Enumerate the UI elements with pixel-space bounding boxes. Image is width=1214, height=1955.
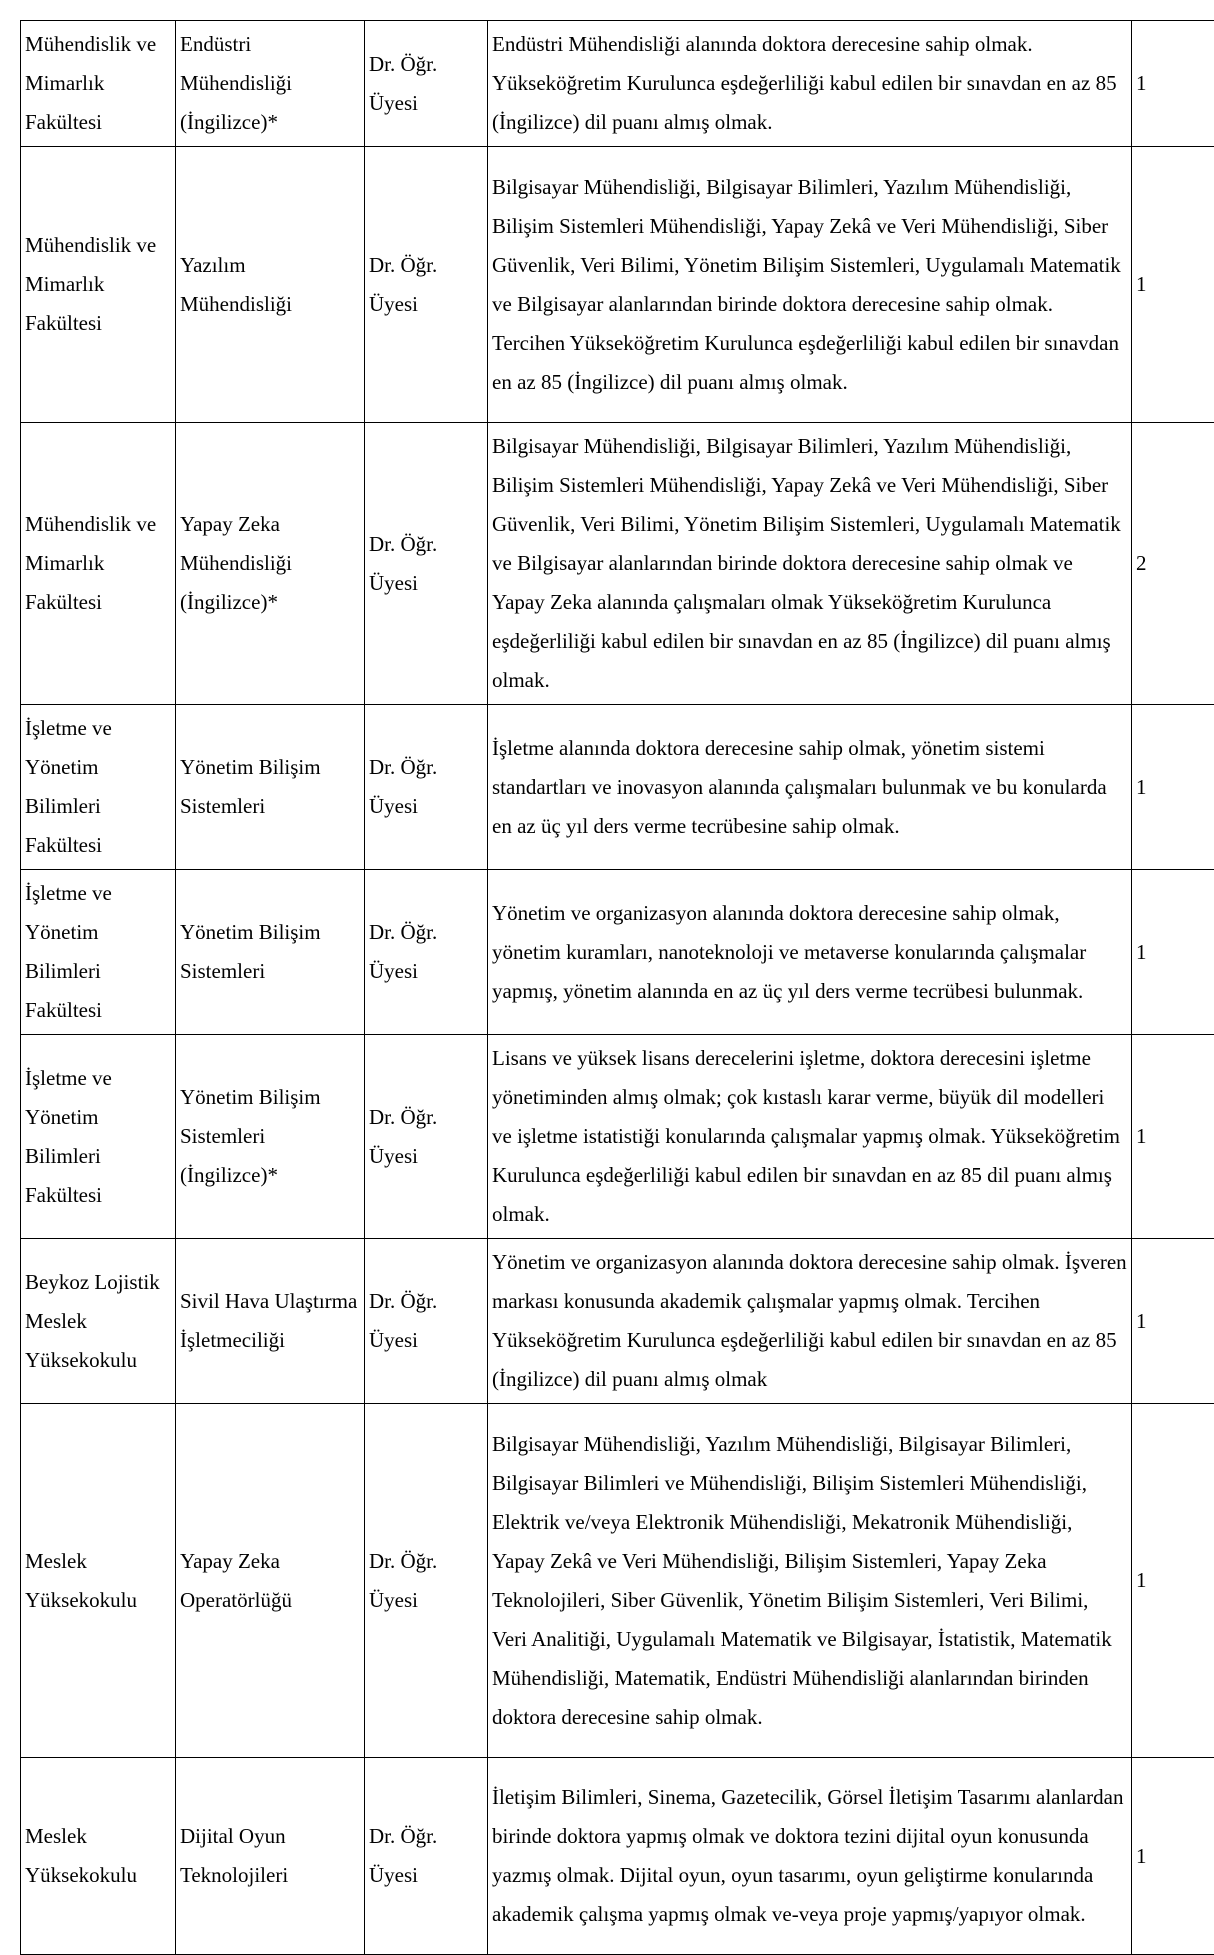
quantity-cell: 1 (1132, 1404, 1214, 1758)
department-cell: Yapay Zeka Operatörlüğü (176, 1404, 365, 1758)
table-row (21, 1404, 1214, 1758)
table-row (21, 870, 1214, 1035)
faculty-cell: Mühendislik ve Mimarlık Fakültesi (21, 147, 176, 423)
table-row (21, 423, 1214, 705)
quantity-cell: 2 (1132, 423, 1214, 705)
quantity-cell: 1 (1132, 147, 1214, 423)
requirements-cell: Yönetim ve organizasyon alanında doktora derecesine sahip olmak, yönetim kuramları, nanoteknoloji ve metaverse konularında çalışmalar yapmış, yönetim alanında en az üç yıl ders verme tecrübesi bulunmak. (488, 870, 1132, 1035)
faculty-cell: Meslek Yüksekokulu (21, 1404, 176, 1758)
quantity-cell: 1 (1132, 21, 1214, 147)
title-cell: Dr. Öğr. Üyesi (365, 1239, 488, 1404)
title-cell: Dr. Öğr. Üyesi (365, 1404, 488, 1758)
positions-table (20, 20, 1214, 1955)
requirements-cell: İletişim Bilimleri, Sinema, Gazetecilik, Görsel İletişim Tasarımı alanlardan birinde doktora yapmış olmak ve doktora tezini dijital oyun konusunda yazmış olmak. Dijital oyun, oyun tasarımı, oyun geliştirme konularında akademik çalışma yapmış olmak ve-veya proje yapmış/yapıyor olmak. (488, 1758, 1132, 1955)
quantity-cell: 1 (1132, 1239, 1214, 1404)
faculty-cell: Beykoz Lojistik Meslek Yüksekokulu (21, 1239, 176, 1404)
title-cell: Dr. Öğr. Üyesi (365, 870, 488, 1035)
faculty-cell: İşletme ve Yönetim Bilimleri Fakültesi (21, 870, 176, 1035)
title-cell: Dr. Öğr. Üyesi (365, 1758, 488, 1955)
department-cell: Endüstri Mühendisliği (İngilizce)* (176, 21, 365, 147)
table-row (21, 147, 1214, 423)
title-cell: Dr. Öğr. Üyesi (365, 21, 488, 147)
faculty-cell: Mühendislik ve Mimarlık Fakültesi (21, 423, 176, 705)
requirements-cell: Endüstri Mühendisliği alanında doktora derecesine sahip olmak. Yükseköğretim Kurulunca eşdeğerliliği kabul edilen bir sınavdan en az 85 (İngilizce) dil puanı almış olmak. (488, 21, 1132, 147)
department-cell: Yönetim Bilişim Sistemleri (176, 870, 365, 1035)
department-cell: Yönetim Bilişim Sistemleri (İngilizce)* (176, 1035, 365, 1239)
title-cell: Dr. Öğr. Üyesi (365, 705, 488, 870)
requirements-cell: Bilgisayar Mühendisliği, Bilgisayar Bilimleri, Yazılım Mühendisliği, Bilişim Sistemleri Mühendisliği, Yapay Zekâ ve Veri Mühendisliği, Siber Güvenlik, Veri Bilimi, Yönetim Bilişim Sistemleri, Uygulamalı Matematik ve Bilgisayar alanlarından birinde doktora derecesine sahip olmak ve Yapay Zeka alanında çalışmaları olmak Yükseköğretim Kurulunca eşdeğerliliği kabul edilen bir sınavdan en az 85 (İngilizce) dil puanı almış olmak. (488, 423, 1132, 705)
department-cell: Yönetim Bilişim Sistemleri (176, 705, 365, 870)
quantity-cell: 1 (1132, 870, 1214, 1035)
title-cell: Dr. Öğr. Üyesi (365, 1035, 488, 1239)
faculty-cell: İşletme ve Yönetim Bilimleri Fakültesi (21, 705, 176, 870)
department-cell: Yapay Zeka Mühendisliği (İngilizce)* (176, 423, 365, 705)
requirements-cell: Lisans ve yüksek lisans derecelerini işletme, doktora derecesini işletme yönetiminden almış olmak; çok kıstaslı karar verme, büyük dil modelleri ve işletme istatistiği konularında çalışmalar yapmış olmak. Yükseköğretim Kurulunca eşdeğerliliği kabul edilen bir sınavdan en az 85 dil puanı almış olmak. (488, 1035, 1132, 1239)
title-cell: Dr. Öğr. Üyesi (365, 423, 488, 705)
table-row (21, 1035, 1214, 1239)
quantity-cell: 1 (1132, 1758, 1214, 1955)
title-cell: Dr. Öğr. Üyesi (365, 147, 488, 423)
department-cell: Yazılım Mühendisliği (176, 147, 365, 423)
quantity-cell: 1 (1132, 705, 1214, 870)
table-row (21, 1239, 1214, 1404)
table-row (21, 705, 1214, 870)
requirements-cell: Yönetim ve organizasyon alanında doktora derecesine sahip olmak. İşveren markası konusunda akademik çalışmalar yapmış olmak. Tercihen Yükseköğretim Kurulunca eşdeğerliliği kabul edilen bir sınavdan en az 85 (İngilizce) dil puanı almış olmak (488, 1239, 1132, 1404)
faculty-cell: Meslek Yüksekokulu (21, 1758, 176, 1955)
faculty-cell: İşletme ve Yönetim Bilimleri Fakültesi (21, 1035, 176, 1239)
department-cell: Dijital Oyun Teknolojileri (176, 1758, 365, 1955)
quantity-cell: 1 (1132, 1035, 1214, 1239)
requirements-cell: Bilgisayar Mühendisliği, Bilgisayar Bilimleri, Yazılım Mühendisliği, Bilişim Sistemleri Mühendisliği, Yapay Zekâ ve Veri Mühendisliği, Siber Güvenlik, Veri Bilimi, Yönetim Bilişim Sistemleri, Uygulamalı Matematik ve Bilgisayar alanlarından birinde doktora derecesine sahip olmak. Tercihen Yükseköğretim Kurulunca eşdeğerliliği kabul edilen bir sınavdan en az 85 (İngilizce) dil puanı almış olmak. (488, 147, 1132, 423)
table-row (21, 21, 1214, 147)
requirements-cell: İşletme alanında doktora derecesine sahip olmak, yönetim sistemi standartları ve inovasyon alanında çalışmaları bulunmak ve bu konularda en az üç yıl ders verme tecrübesine sahip olmak. (488, 705, 1132, 870)
faculty-cell: Mühendislik ve Mimarlık Fakültesi (21, 21, 176, 147)
department-cell: Sivil Hava Ulaştırma İşletmeciliği (176, 1239, 365, 1404)
requirements-cell: Bilgisayar Mühendisliği, Yazılım Mühendisliği, Bilgisayar Bilimleri, Bilgisayar Bilimleri ve Mühendisliği, Bilişim Sistemleri Mühendisliği, Elektrik ve/veya Elektronik Mühendisliği, Mekatronik Mühendisliği, Yapay Zekâ ve Veri Mühendisliği, Bilişim Sistemleri, Yapay Zeka Teknolojileri, Siber Güvenlik, Yönetim Bilişim Sistemleri, Veri Bilimi, Veri Analitiği, Uygulamalı Matematik ve Bilgisayar, İstatistik, Matematik Mühendisliği, Matematik, Endüstri Mühendisliği alanlarından birinden doktora derecesine sahip olmak. (488, 1404, 1132, 1758)
table-row (21, 1758, 1214, 1955)
